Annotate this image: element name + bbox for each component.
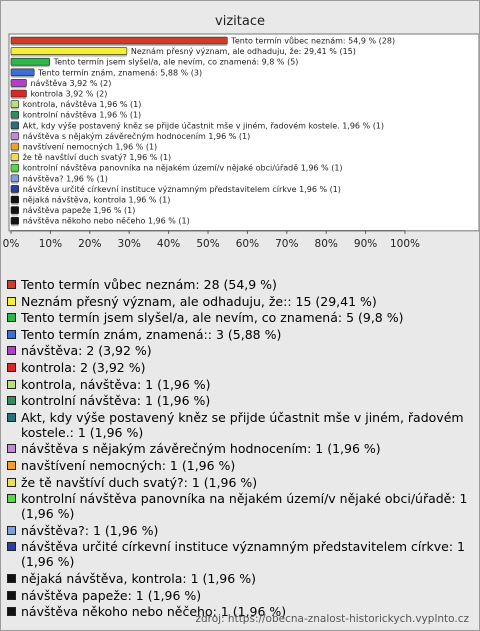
bar — [11, 217, 19, 224]
bar — [11, 154, 19, 161]
legend-label: návštěva někoho nebo něčeho: 1 (1,96 %) — [21, 604, 287, 620]
bar — [11, 143, 19, 150]
legend-label: Tento termín jsem slyšel/a, ale nevím, co znamená: 5 (9,8 %) — [21, 310, 404, 326]
legend-label: návštěva: 2 (3,92 %) — [21, 343, 152, 359]
legend-swatch — [7, 607, 16, 616]
bar-label: kontrola, návštěva 1,96 % (1) — [22, 100, 142, 110]
legend-swatch — [7, 330, 16, 339]
legend-label: nějaká návštěva, kontrola: 1 (1,96 %) — [21, 570, 256, 586]
legend-swatch — [7, 346, 16, 355]
legend-item — [7, 458, 473, 473]
source-text: zdroj: https://obecna-znalost-historickych.vyplnto.cz — [195, 613, 469, 625]
legend-item — [7, 310, 473, 325]
legend-item — [7, 410, 473, 440]
legend-label: návštěva určité církevní instituce významným představitelem církve: 1 (1,96 %) — [21, 539, 465, 570]
x-tick-label: 60% — [235, 237, 260, 250]
legend-item — [7, 491, 473, 521]
legend-item — [7, 393, 473, 408]
x-tick-label: 20% — [78, 237, 102, 250]
bar — [11, 132, 19, 139]
bar-label: návštěva? 1,96 % (1) — [22, 174, 108, 184]
bar — [11, 48, 127, 55]
bar — [11, 58, 50, 65]
legend-swatch — [7, 478, 16, 487]
legend-item — [7, 588, 473, 603]
bar — [11, 101, 19, 108]
x-tick-label: 90% — [353, 237, 378, 250]
bar-label: návštěva někoho nebo něčeho 1,96 % (1) — [22, 216, 190, 226]
legend-label: kontrola, návštěva: 1 (1,96 %) — [21, 376, 211, 392]
legend-label: navštívení nemocných: 1 (1,96 %) — [21, 457, 236, 473]
x-tick-label: 70% — [275, 237, 299, 250]
bar — [11, 69, 34, 76]
bar — [11, 122, 19, 129]
bar-label: Tento termín vůbec neznám: 54,9 % (28) — [231, 36, 396, 46]
legend-label: návštěva papeže: 1 (1,96 %) — [21, 587, 202, 603]
legend-label: Akt, kdy výše postavený kněz se přijde účastnit mše v jiném, řadovém kostele.: 1 (1,96 %) — [21, 409, 464, 440]
bar-label: Tento termín jsem slyšel/a, ale nevím, co znamená: 9,8 % (5) — [53, 57, 299, 67]
legend-label: návštěva?: 1 (1,96 %) — [21, 522, 159, 538]
x-tick-label: 100% — [389, 237, 421, 250]
bar — [11, 164, 19, 171]
bar-label: nějaká návštěva, kontrola 1,96 % (1) — [22, 195, 171, 205]
legend-swatch — [7, 413, 16, 422]
bar-label: Neznám přesný význam, ale odhaduju, že: 29,41 % (15) — [130, 47, 356, 57]
legend-swatch — [7, 494, 16, 503]
legend-swatch — [7, 444, 16, 453]
bar-label: návštěva 3,92 % (2) — [30, 78, 112, 88]
legend-item — [7, 523, 473, 538]
bar — [11, 196, 19, 203]
legend-label: že tě navštíví duch svatý?: 1 (1,96 %) — [21, 474, 258, 490]
bar-label: Akt, kdy výše postavený kněz se přijde účastnit mše v jiném, řadovém kostele. 1,96 % (1) — [22, 121, 385, 131]
legend-swatch — [7, 461, 16, 470]
legend-item — [7, 475, 473, 490]
bar-label: návštěva určité církevní instituce významným představitelem církve 1,96 % (1) — [22, 184, 341, 194]
legend-label: návštěva s nějakým závěrečným hodnocením: 1 (1,96 %) — [21, 441, 381, 457]
bar — [11, 175, 19, 182]
legend-swatch — [7, 542, 16, 551]
bar-label: návštěva papeže 1,96 % (1) — [22, 206, 136, 216]
legend-label: kontrola: 2 (3,92 %) — [21, 359, 146, 375]
bar-label: kontrolní návštěva panovníka na nějakém území/v nějaké obci/úřadě 1,96 % (1) — [22, 163, 343, 173]
legend-label: kontrolní návštěva panovníka na nějakém území/v nějaké obci/úřadě: 1 (1,96 %) — [21, 491, 468, 522]
legend-item — [7, 441, 473, 456]
bar-chart — [1, 1, 479, 273]
legend-swatch — [7, 297, 16, 306]
chart-title: vizitace — [215, 14, 265, 29]
bar-label: kontrolní návštěva 1,96 % (1) — [22, 110, 142, 120]
legend-label: Neznám přesný význam, ale odhaduju, že:: 15 (29,41 %) — [21, 293, 377, 309]
legend-item — [7, 377, 473, 392]
legend-swatch — [7, 591, 16, 600]
bar — [11, 207, 19, 214]
bar — [11, 79, 26, 86]
legend-swatch — [7, 363, 16, 372]
x-tick-label: 10% — [38, 237, 63, 250]
x-tick-label: 40% — [156, 237, 181, 250]
bar — [11, 37, 227, 44]
x-tick-label: 0% — [2, 237, 20, 250]
legend-label: Tento termín vůbec neznám: 28 (54,9 %) — [21, 277, 277, 292]
legend-swatch — [7, 380, 16, 389]
legend — [7, 277, 473, 621]
legend-swatch — [7, 396, 16, 405]
legend-item — [7, 327, 473, 342]
bar — [11, 185, 19, 192]
legend-item — [7, 539, 473, 569]
bar — [11, 111, 19, 118]
x-tick-label: 80% — [314, 237, 338, 250]
bar-label: kontrola 3,92 % (2) — [30, 89, 108, 99]
bar-label: návštěva s nějakým závěrečným hodnocením 1,96 % (1) — [22, 131, 251, 141]
x-tick-label: 50% — [196, 237, 220, 250]
legend-label: Tento termín znám, znamená:: 3 (5,88 %) — [21, 326, 282, 342]
legend-swatch — [7, 526, 16, 535]
legend-swatch — [7, 574, 16, 583]
bar-label: že tě navštíví duch svatý? 1,96 % (1) — [22, 153, 172, 163]
legend-swatch — [7, 313, 16, 322]
legend-label: kontrolní návštěva: 1 (1,96 %) — [21, 393, 211, 409]
x-tick-label: 30% — [117, 237, 141, 250]
legend-item — [7, 571, 473, 586]
bar-label: Tento termín znám, znamená: 5,88 % (3) — [38, 68, 203, 78]
legend-swatch — [7, 280, 16, 289]
bar — [11, 90, 26, 97]
bar-label: navštívení nemocných 1,96 % (1) — [22, 142, 158, 152]
legend-item — [7, 277, 473, 292]
legend-item — [7, 360, 473, 375]
legend-item — [7, 343, 473, 358]
legend-item — [7, 294, 473, 309]
